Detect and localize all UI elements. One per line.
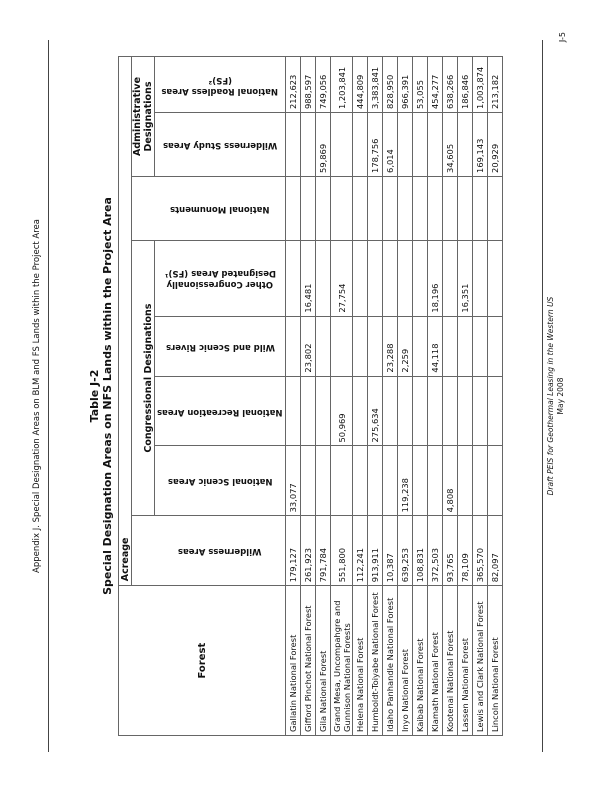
acreage-cell: 365,570 <box>473 516 488 586</box>
acreage-cell: 23,288 <box>383 316 398 376</box>
forest-name-cell: Humboldt-Toiyabe National Forest <box>368 586 383 736</box>
forest-name-cell: Grand Mesa, Uncompahgre and Gunnison National Forests <box>331 586 353 736</box>
acreage-cell <box>383 376 398 446</box>
acreage-cell <box>488 446 503 516</box>
acreage-cell <box>413 376 428 446</box>
acreage-cell <box>413 176 428 240</box>
acreage-cell: 913,911 <box>368 516 383 586</box>
acreage-cell: 59,869 <box>316 113 331 177</box>
header-spacer <box>132 516 155 586</box>
table-row <box>383 57 398 736</box>
acreage-cell: 261,923 <box>301 516 316 586</box>
acreage-cell: 444,809 <box>353 57 368 113</box>
acreage-cell: 34,605 <box>443 113 458 177</box>
table-row <box>316 57 331 736</box>
footer-rule <box>542 40 543 752</box>
acreage-cell: 169,143 <box>473 113 488 177</box>
acreage-cell: 10,387 <box>383 516 398 586</box>
acreage-cell <box>316 240 331 316</box>
table-row <box>331 57 353 736</box>
column-header-national-scenic-areas: National Scenic Areas <box>155 446 286 516</box>
acreage-cell: 212,623 <box>286 57 301 113</box>
acreage-cell <box>428 376 443 446</box>
acreage-cell: 1,203,841 <box>331 57 353 113</box>
acreage-cell <box>286 376 301 446</box>
acreage-cell: 108,831 <box>413 516 428 586</box>
column-header-other-congressional: Other Congressionally Designated Areas (FS)¹ <box>155 240 286 316</box>
running-header: Appendix J. Special Designation Areas on BLM and FS Lands within the Project Area <box>32 219 42 573</box>
forest-name-cell: Klamath National Forest <box>428 586 443 736</box>
acreage-cell <box>428 446 443 516</box>
acreage-cell <box>458 316 473 376</box>
acreage-cell <box>368 446 383 516</box>
acreage-cell: 82,097 <box>488 516 503 586</box>
table-label: Table J-2 <box>88 369 101 423</box>
acreage-cell <box>458 446 473 516</box>
acreage-cell <box>286 240 301 316</box>
table-row <box>353 57 368 736</box>
acreage-cell: 966,391 <box>398 57 413 113</box>
acreage-cell <box>488 376 503 446</box>
acreage-cell <box>353 113 368 177</box>
forest-name-cell: Lincoln National Forest <box>488 586 503 736</box>
acreage-header: Acreage <box>119 57 132 586</box>
acreage-cell: 4,808 <box>443 446 458 516</box>
acreage-cell <box>473 240 488 316</box>
forest-name-cell: Idaho Panhandle National Forest <box>383 586 398 736</box>
forest-name-cell: Gila National Forest <box>316 586 331 736</box>
acreage-cell <box>286 316 301 376</box>
acreage-cell: 791,784 <box>316 516 331 586</box>
acreage-cell <box>458 176 473 240</box>
column-header-wild-scenic-rivers: Wild and Scenic Rivers <box>155 316 286 376</box>
acreage-cell: 50,969 <box>331 376 353 446</box>
forest-name-cell: Kootenai National Forest <box>443 586 458 736</box>
column-header-wilderness-study-areas: Wilderness Study Areas <box>155 113 286 177</box>
acreage-cell <box>368 176 383 240</box>
table-row <box>458 57 473 736</box>
header-rule <box>48 40 49 752</box>
acreage-cell: 23,802 <box>301 316 316 376</box>
acreage-cell <box>413 240 428 316</box>
acreage-cell: 275,634 <box>368 376 383 446</box>
acreage-cell: 112,241 <box>353 516 368 586</box>
forest-name-cell: Gifford Pinchot National Forest <box>301 586 316 736</box>
table-row <box>368 57 383 736</box>
forest-name-cell: Lassen National Forest <box>458 586 473 736</box>
acreage-cell <box>331 446 353 516</box>
acreage-cell <box>368 240 383 316</box>
acreage-cell: 178,756 <box>368 113 383 177</box>
acreage-cell <box>383 240 398 316</box>
table-title: Special Designation Areas on NFS Lands within the Project Area <box>101 197 114 595</box>
acreage-cell <box>353 376 368 446</box>
acreage-cell: 53,055 <box>413 57 428 113</box>
acreage-cell <box>398 376 413 446</box>
acreage-cell <box>383 446 398 516</box>
congressional-designations-header: Congressional Designations <box>132 240 155 516</box>
acreage-cell: 16,351 <box>458 240 473 316</box>
acreage-cell: 18,196 <box>428 240 443 316</box>
table-row <box>473 57 488 736</box>
acreage-cell <box>473 376 488 446</box>
acreage-cell <box>413 446 428 516</box>
table-row <box>488 57 503 736</box>
acreage-cell <box>443 376 458 446</box>
acreage-cell: 78,109 <box>458 516 473 586</box>
acreage-cell: 988,597 <box>301 57 316 113</box>
acreage-cell: 6,014 <box>383 113 398 177</box>
acreage-cell <box>473 176 488 240</box>
table-row <box>301 57 316 736</box>
acreage-cell <box>286 176 301 240</box>
column-header-national-recreation-areas: National Recreation Areas <box>155 376 286 446</box>
acreage-cell <box>443 176 458 240</box>
table-row <box>398 57 413 736</box>
acreage-cell: 1,003,874 <box>473 57 488 113</box>
acreage-cell <box>458 376 473 446</box>
column-header-wilderness-areas: Wilderness Areas <box>155 516 286 586</box>
column-header-national-roadless-areas: National Roadless Areas (FS)² <box>155 57 286 113</box>
acreage-cell: 33,077 <box>286 446 301 516</box>
acreage-cell <box>398 113 413 177</box>
footer <box>546 40 566 752</box>
acreage-cell <box>316 446 331 516</box>
forest-name-cell: Gallatin National Forest <box>286 586 301 736</box>
acreage-cell: 2,259 <box>398 316 413 376</box>
footer-title: Draft PEIS for Geothermal Leasing in the Western US <box>546 296 555 496</box>
acreage-cell: 27,754 <box>331 240 353 316</box>
acreage-cell: 638,266 <box>443 57 458 113</box>
acreage-cell: 551,800 <box>331 516 353 586</box>
table-row <box>428 57 443 736</box>
acreage-cell <box>316 316 331 376</box>
acreage-cell <box>286 113 301 177</box>
acreage-cell <box>301 376 316 446</box>
acreage-cell: 93,765 <box>443 516 458 586</box>
table-row <box>413 57 428 736</box>
acreage-cell: 16,481 <box>301 240 316 316</box>
acreage-cell: 44,118 <box>428 316 443 376</box>
forest-name-cell: Helena National Forest <box>353 586 368 736</box>
acreage-cell <box>331 316 353 376</box>
acreage-cell <box>301 113 316 177</box>
acreage-cell <box>488 316 503 376</box>
acreage-cell <box>398 176 413 240</box>
acreage-cell: 454,277 <box>428 57 443 113</box>
acreage-cell: 213,182 <box>488 57 503 113</box>
acreage-cell: 179,127 <box>286 516 301 586</box>
forest-name-cell: Lewis and Clark National Forest <box>473 586 488 736</box>
acreage-cell <box>316 376 331 446</box>
forest-column-header: Forest <box>119 586 286 736</box>
acreage-cell: 749,056 <box>316 57 331 113</box>
acreage-cell <box>368 316 383 376</box>
acreage-cell: 186,846 <box>458 57 473 113</box>
forest-name-cell: Inyo National Forest <box>398 586 413 736</box>
acreage-cell <box>488 176 503 240</box>
acreage-cell: 119,238 <box>398 446 413 516</box>
acreage-cell: 3,383,841 <box>368 57 383 113</box>
acreage-cell <box>353 240 368 316</box>
administrative-designations-header: Administrative Designations <box>132 57 155 177</box>
acreage-cell <box>413 113 428 177</box>
special-designation-table <box>118 56 503 736</box>
acreage-cell <box>353 316 368 376</box>
acreage-cell <box>413 316 428 376</box>
acreage-cell <box>301 176 316 240</box>
acreage-cell <box>443 316 458 376</box>
header-spacer <box>132 176 155 240</box>
acreage-cell <box>458 113 473 177</box>
acreage-cell: 372,503 <box>428 516 443 586</box>
acreage-cell <box>398 240 413 316</box>
acreage-cell <box>383 176 398 240</box>
acreage-cell <box>301 446 316 516</box>
acreage-cell <box>443 240 458 316</box>
acreage-cell <box>331 113 353 177</box>
column-header-national-monuments: National Monuments <box>155 176 286 240</box>
table-row <box>286 57 301 736</box>
footer-date: May 2008 <box>556 377 565 415</box>
page-number: J-5 <box>558 32 567 43</box>
acreage-cell <box>428 176 443 240</box>
acreage-cell <box>353 176 368 240</box>
acreage-cell <box>353 446 368 516</box>
acreage-cell: 828,950 <box>383 57 398 113</box>
acreage-cell <box>428 113 443 177</box>
table-title-block <box>88 40 114 752</box>
acreage-cell <box>316 176 331 240</box>
acreage-cell <box>473 316 488 376</box>
table-row <box>443 57 458 736</box>
acreage-cell: 639,253 <box>398 516 413 586</box>
acreage-cell <box>331 176 353 240</box>
acreage-cell <box>488 240 503 316</box>
forest-name-cell: Kaibab National Forest <box>413 586 428 736</box>
table-body <box>286 57 503 736</box>
acreage-cell: 20,929 <box>488 113 503 177</box>
acreage-cell <box>473 446 488 516</box>
